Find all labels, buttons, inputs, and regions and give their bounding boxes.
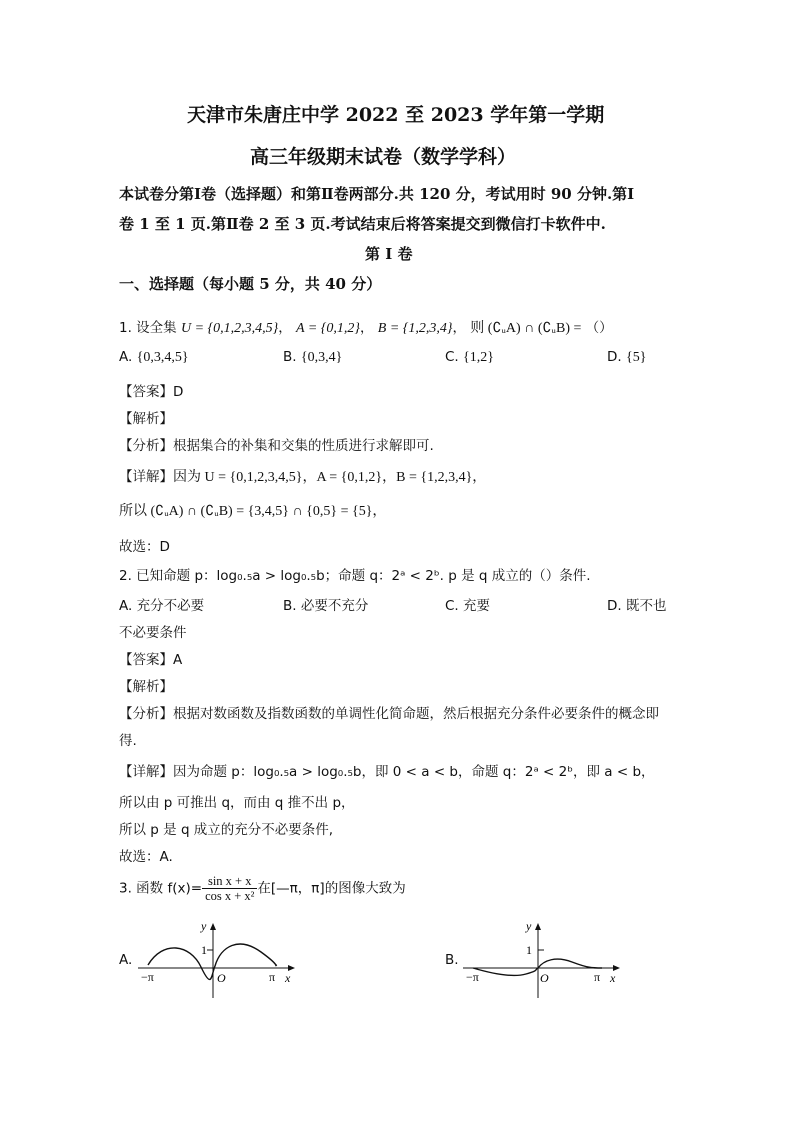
- q3-stem: [119, 874, 406, 903]
- q2-conclusion: 故选：A.: [119, 849, 173, 865]
- q3-graph-b: [460, 920, 625, 1000]
- q2-solution-line-2: 所以 p 是 q 成立的充分不必要条件,: [119, 822, 334, 838]
- option-text: 必要不充分: [300, 598, 369, 614]
- q1-expression: 则 (∁ᵤA) ∩ (∁ᵤB) =: [470, 321, 582, 336]
- option-text: 既不也: [625, 598, 667, 614]
- answer-tag: 【答案】: [119, 384, 173, 400]
- q1-blank: （）: [585, 320, 613, 336]
- q3-graph-a: [135, 920, 300, 1000]
- q2-option-b: [283, 594, 368, 614]
- q2-option-a: [119, 594, 204, 614]
- option-text: {0,3,4,5}: [136, 350, 189, 365]
- y-axis-arrow-icon: [210, 923, 216, 930]
- exam-subtitle: 高三年级期末试卷（数学学科）: [250, 146, 517, 168]
- neg-pi-label: −π: [141, 970, 154, 984]
- y-label: y: [526, 920, 532, 933]
- q1-set-a: A = {0,1,2}: [296, 321, 360, 336]
- fenxi-text: 根据对数函数及指数函数的单调性化简命题，然后根据充分条件必要条件的概念即: [173, 706, 659, 722]
- q2-option-d: [607, 594, 666, 614]
- q3-prefix: 3. 函数 f(x)=: [119, 880, 203, 897]
- q1-fenxi: [119, 434, 434, 454]
- q1-option-b: [283, 349, 342, 366]
- answer-tag: 【答案】: [119, 652, 173, 668]
- q2-xiangjie: [119, 760, 655, 780]
- option-label: C.: [445, 349, 459, 365]
- option-label: A.: [119, 598, 133, 614]
- xiangjie-tag: 【详解】: [119, 469, 173, 485]
- option-text: 充要: [463, 598, 491, 614]
- origin-label: O: [217, 971, 226, 985]
- fraction-denominator: cos x + x²: [205, 889, 255, 903]
- neg-pi-label: −π: [466, 970, 479, 984]
- q2-jiexi-tag: 【解析】: [119, 679, 173, 695]
- q1-answer: [119, 380, 183, 400]
- answer-value: D: [173, 384, 184, 400]
- q2-fenxi-wrap: 得.: [119, 733, 137, 749]
- q1-stem-prefix: 1. 设全集: [119, 320, 177, 336]
- x-label: x: [610, 971, 616, 985]
- fenxi-text: 根据集合的补集和交集的性质进行求解即可.: [173, 438, 434, 454]
- fraction-numerator: sin x + x: [202, 874, 257, 889]
- q2-fenxi: [119, 702, 659, 722]
- q1-option-d: [607, 349, 646, 366]
- q3-fraction: [202, 874, 257, 903]
- fenxi-tag: 【分析】: [119, 438, 173, 454]
- fenxi-tag: 【分析】: [119, 706, 173, 722]
- q1-xiangjie: [119, 465, 486, 486]
- option-label: C.: [445, 598, 459, 614]
- q1-option-a: [119, 349, 189, 366]
- option-text: {5}: [625, 350, 647, 365]
- exam-title: 天津市朱唐庄中学 2022 至 2023 学年第一学期: [187, 104, 605, 126]
- q3-graph-b-label: B.: [445, 952, 459, 968]
- option-text: {1,2}: [463, 350, 494, 365]
- x-label: x: [285, 971, 291, 985]
- q2-answer: [119, 648, 182, 668]
- q2-option-d-wrap: 不必要条件: [119, 625, 187, 641]
- xiangjie-text: 因为 U = {0,1,2,3,4,5}，A = {0,1,2}，B = {1,2,3,4}，: [173, 470, 487, 485]
- q2-solution-line-1: 所以由 p 可推出 q，而由 q 推不出 p，: [119, 795, 355, 811]
- q1-jiexi-tag: 【解析】: [119, 411, 173, 427]
- option-text: {0,3,4}: [300, 350, 343, 365]
- answer-value: A: [173, 652, 183, 668]
- pi-label: π: [594, 970, 601, 984]
- one-label: 1: [201, 943, 207, 957]
- option-label: A.: [119, 349, 133, 365]
- volume-heading: 第 Ⅰ 卷: [365, 245, 413, 263]
- q2-stem: 2. 已知命题 p：log₀.₅a > log₀.₅b；命题 q：2ᵃ < 2ᵇ. p 是 q 成立的（）条件.: [119, 568, 591, 584]
- pi-label: π: [269, 970, 276, 984]
- origin-label: O: [540, 971, 549, 985]
- option-label: D.: [607, 598, 622, 614]
- q3-graph-a-label: A.: [119, 952, 133, 968]
- intro-line-2: 卷 1 至 1 页.第Ⅱ卷 2 至 3 页.考试结束后将答案提交到微信打卡软件中.: [119, 215, 606, 233]
- one-label: 1: [526, 943, 532, 957]
- intro-line-1: 本试卷分第Ⅰ卷（选择题）和第Ⅱ卷两部分.共 120 分，考试用时 90 分钟.第Ⅰ: [119, 185, 635, 203]
- xiangjie-tag: 【详解】: [119, 764, 173, 780]
- y-axis-arrow-icon: [535, 923, 541, 930]
- q1-set-b: B = {1,2,3,4}: [377, 321, 453, 336]
- q1-option-c: [445, 349, 494, 366]
- q1-conclusion: 故选：D: [119, 539, 170, 555]
- option-text: 充分不必要: [136, 598, 205, 614]
- option-label: B.: [283, 349, 297, 365]
- xiangjie-text: 因为命题 p：log₀.₅a > log₀.₅b，即 0 < a < b，命题 q：2ᵃ < 2ᵇ，即 a < b，: [173, 764, 655, 780]
- q2-option-c: [445, 594, 490, 614]
- q1-solution-line: 所以 (∁ᵤA) ∩ (∁ᵤB) = {3,4,5} ∩ {0,5} = {5}，: [119, 504, 387, 519]
- option-label: B.: [283, 598, 297, 614]
- q3-suffix: 在[—π，π]的图像大致为: [257, 880, 406, 897]
- q1-set-u: U = {0,1,2,3,4,5}: [180, 321, 279, 336]
- q1-stem: 1. 设全集 U = {0,1,2,3,4,5}， A = {0,1,2}， B = {1,2,3,4}， 则 (∁ᵤA) ∩ (∁ᵤB) = （）: [119, 320, 613, 336]
- option-label: D.: [607, 349, 622, 365]
- y-label: y: [201, 920, 207, 933]
- section-heading: 一、选择题（每小题 5 分，共 40 分）: [119, 275, 382, 293]
